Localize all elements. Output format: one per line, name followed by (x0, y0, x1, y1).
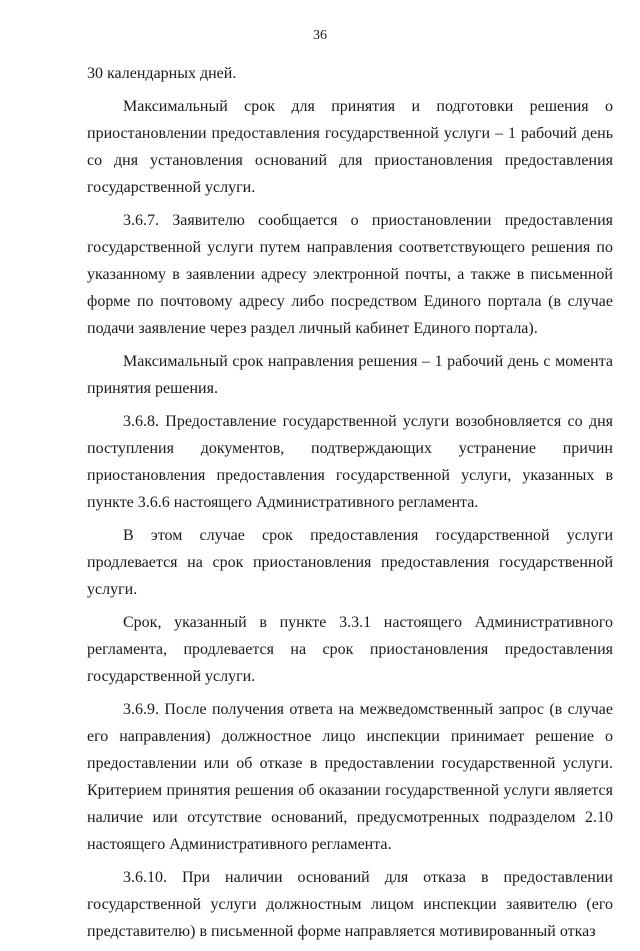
paragraph-4: Максимальный срок направления решения – 1 рабочий день с момента принятия решения. (87, 353, 613, 397)
paragraph-6: В этом случае срок предоставления государственной услуги продлевается на срок приостановления предоставления государственной услуги. (87, 527, 613, 598)
paragraph-9: 3.6.10. При наличии оснований для отказа в предоставлении государственной услуги должностным лицом инспекции заявителю (его представителю) в письменной форме направляется мотивированный отказ (87, 869, 613, 940)
page-number: 36 (313, 28, 327, 43)
document-body (87, 60, 613, 951)
paragraph-7: Срок, указанный в пункте 3.3.1 настоящего Административного регламента, продлевается на срок приостановления предоставления государственной услуги. (87, 614, 613, 685)
paragraph-2: Максимальный срок для принятия и подготовки решения о приостановлении предоставления государственной услуги – 1 рабочий день со дня установления оснований для приостановления предоставления государственной услуги. (87, 98, 613, 196)
paragraph-8: 3.6.9. После получения ответа на межведомственный запрос (в случае его направления) должностное лицо инспекции принимает решение о предоставлении или об отказе в предоставлении государственной услуги. Критерием принятия решения об оказании государственной услуги является наличие или отсутствие оснований, предусмотренных подразделом 2.10 настоящего Административного регламента. (87, 701, 613, 853)
paragraph-5: 3.6.8. Предоставление государственной услуги возобновляется со дня поступления документов, подтверждающих устранение причин приостановления предоставления государственной услуги, указанных в пункте 3.6.6 настоящего Административного регламента. (87, 413, 613, 511)
paragraph-3: 3.6.7. Заявителю сообщается о приостановлении предоставления государственной услуги путем направления соответствующего решения по указанному в заявлении адресу электронной почты, а также в письменной форме по почтовому адресу либо посредством Единого портала (в случае подачи заявление через раздел личный кабинет Единого портала). (87, 212, 613, 337)
paragraph-1: 30 календарных дней. (87, 65, 237, 82)
